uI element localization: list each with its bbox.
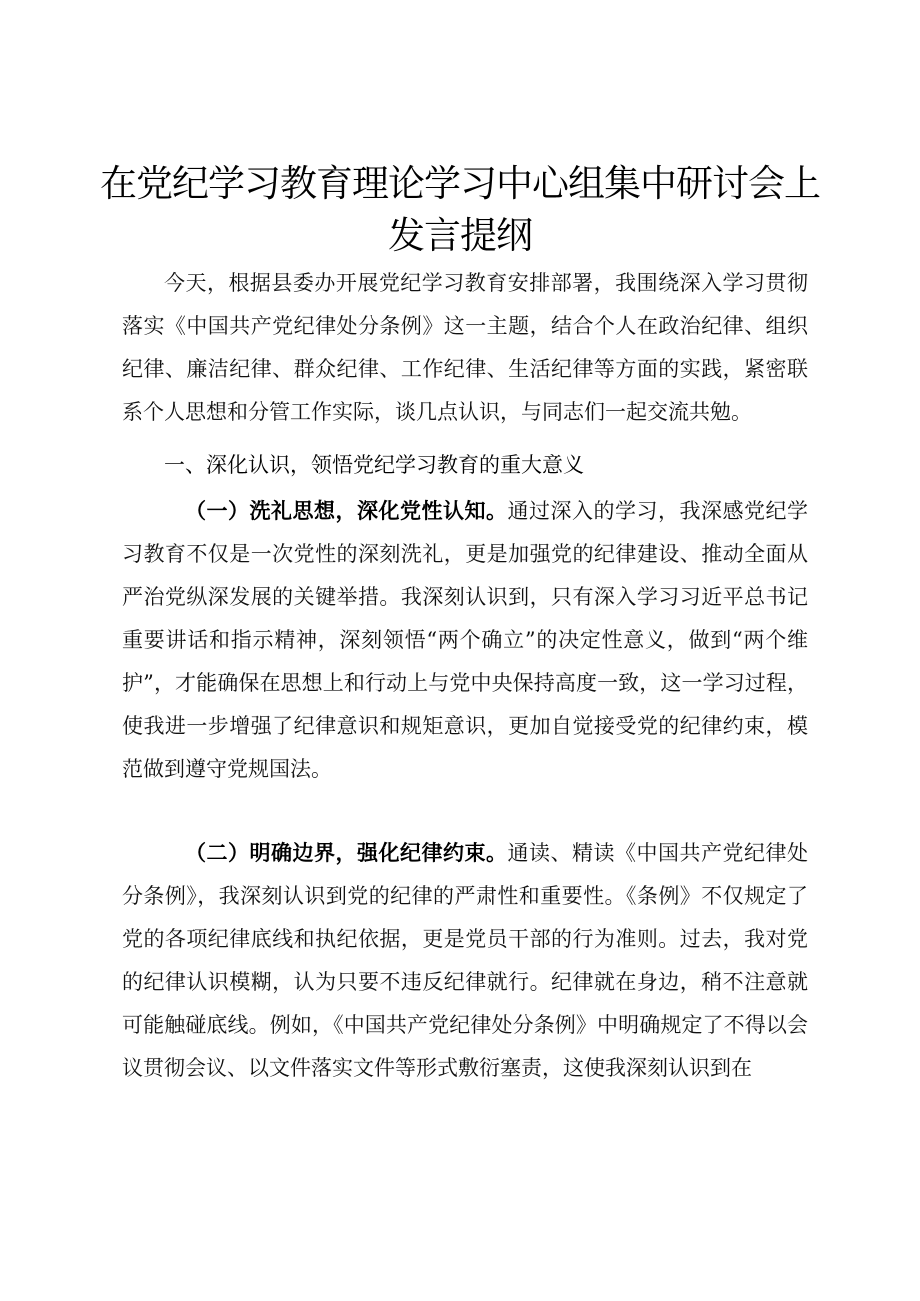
subsection-2-paragraph: [122, 832, 808, 1090]
subsection-2-text: 通读、精读《中国共产党纪律处分条例》，我深刻认识到党的纪律的严肃性和重要性。《条例》不仅规定了党的各项纪律底线和执纪依据，更是党员干部的行为准则。过去，我对党的纪律认识模糊，认为只要不违反纪律就行。纪律就在身边，稍不注意就可能触碰底线。例如，《中国共产党纪律处分条例》中明确规定了不得以会议贯彻会议、以文件落实文件等形式敷衍塞责，这使我深刻认识到在: [122, 841, 808, 1080]
subsection-2-heading: （二）明确边界，强化纪律约束。: [185, 841, 508, 865]
section-1-heading: 一、深化认识，领悟党纪学习教育的重大意义: [164, 453, 584, 477]
intro-paragraph: 今天，根据县委办开展党纪学习教育安排部署，我围绕深入学习贯彻落实《中国共产党纪律处分条例》这一主题，结合个人在政治纪律、组织纪律、廉洁纪律、群众纪律、工作纪律、生活纪律等方面的实践，紧密联系个人思想和分管工作实际，谈几点认识，与同志们一起交流共勉。: [122, 271, 808, 424]
subsection-1-paragraph: [122, 490, 808, 791]
document-title-line-2: 发言提纲: [388, 214, 532, 257]
subsection-1-heading: （一）洗礼思想，深化党性认知。: [185, 499, 508, 523]
document-title-line-1: 在党纪学习教育理论学习中心组集中研讨会上: [100, 162, 820, 205]
subsection-1-text: 通过深入的学习，我深感党纪学习教育不仅是一次党性的深刻洗礼，更是加强党的纪律建设、推动全面从严治党纵深发展的关键举措。我深刻认识到，只有深入学习习近平总书记重要讲话和指示精神，深刻领悟“两个确立”的决定性意义，做到“两个维护”，才能确保在思想上和行动上与党中央保持高度一致，这一学习过程，使我进一步增强了纪律意识和规矩意识，更加自觉接受党的纪律约束，模范做到遵守党规国法。: [122, 499, 808, 781]
